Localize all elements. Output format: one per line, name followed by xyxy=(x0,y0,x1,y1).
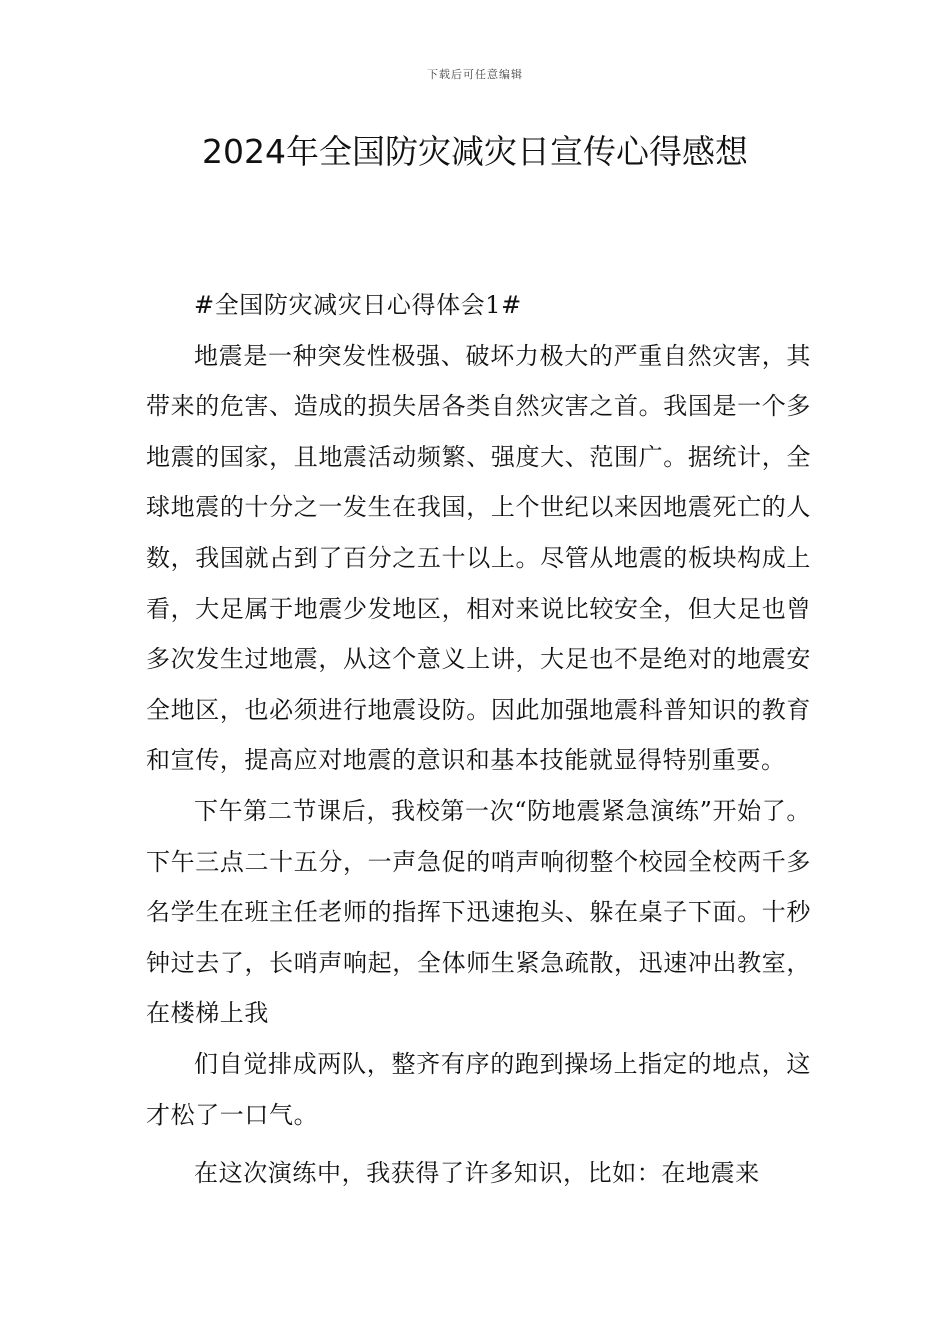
paragraph: 地震是一种突发性极强、破坏力极大的严重自然灾害，其带来的危害、造成的损失居各类自然灾害之首。我国是一个多地震的国家，且地震活动频繁、强度大、范围广。据统计，全球地震的十分之一发生在我国，上个世纪以来因地震死亡的人数，我国就占到了百分之五十以上。尽管从地震的板块构成上看，大足属于地震少发地区，相对来说比较安全，但大足也曾多次发生过地震，从这个意义上讲，大足也不是绝对的地震安全地区，也必须进行地震设防。因此加强地震科普知识的教育和宣传，提高应对地震的意识和基本技能就显得特别重要。 xyxy=(146,341,811,775)
paragraph: 下午第二节课后，我校第一次“防地震紧急演练”开始了。下午三点二十五分，一声急促的哨声响彻整个校园全校两千多名学生在班主任老师的指挥下迅速抱头、躲在桌子下面。十秒钟过去了，长哨声响起，全体师生紧急疏散，迅速冲出教室，在楼梯上我 xyxy=(146,796,811,1028)
document-body xyxy=(146,280,811,1199)
header-note: 下载后可任意编辑 xyxy=(427,68,523,81)
paragraph: 在这次演练中，我获得了许多知识，比如：在地震来 xyxy=(194,1159,760,1188)
paragraph: 们自觉排成两队，整齐有序的跑到操场上指定的地点，这才松了一口气。 xyxy=(146,1049,811,1129)
section-heading: #全国防灾减灾日心得体会1# xyxy=(194,291,522,319)
document-title: 2024年全国防灾减灾日宣传心得感想 xyxy=(202,132,748,171)
